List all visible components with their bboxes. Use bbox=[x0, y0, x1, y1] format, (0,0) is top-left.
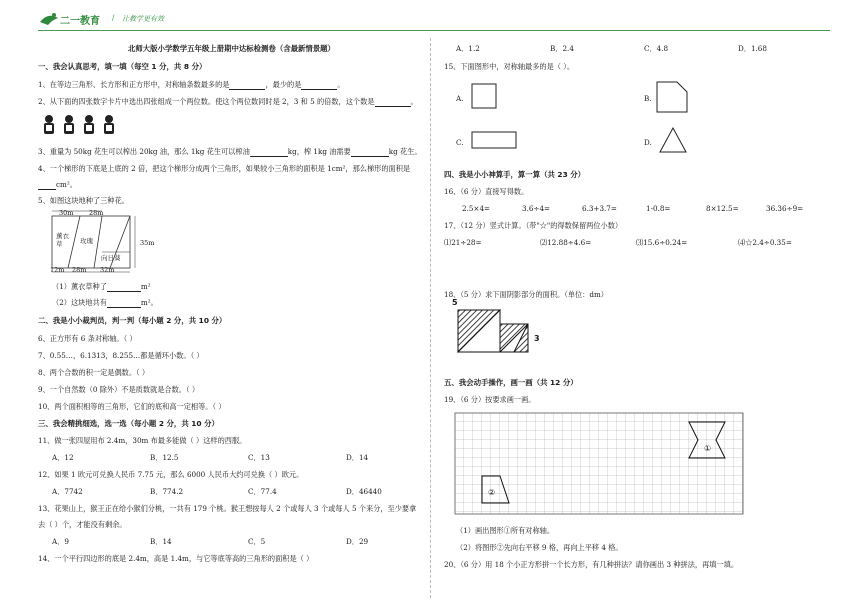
q15-square-shape bbox=[470, 82, 500, 110]
logo-text: 二一教育 bbox=[60, 16, 100, 27]
column-divider bbox=[430, 38, 431, 598]
q17-item-3: ⑶15.6÷0.24= bbox=[636, 238, 688, 247]
q12-option-b: B．774.2 bbox=[150, 487, 184, 496]
q15-pentagon-shape bbox=[655, 80, 691, 114]
q17-item-2: ⑵12.88÷4.6= bbox=[540, 238, 592, 247]
q19-figure-1-mark: ① bbox=[704, 444, 712, 453]
fig5-label-bottom-1: 12m bbox=[50, 266, 65, 274]
fig5-label-top-right: 28m bbox=[89, 209, 104, 217]
question-11: 11、做一张四屋用布 2.4m，30m 布最多能做（ ）这样的西服。 bbox=[38, 436, 247, 445]
q18-dim-3: 3 bbox=[534, 334, 540, 343]
q13-option-c: C．5 bbox=[248, 537, 266, 546]
header-rule bbox=[38, 30, 830, 31]
section-1-heading: 一、我会认真思考，填一填（每空 1 分，共 8 分） bbox=[38, 62, 207, 71]
header-separator: / bbox=[112, 14, 115, 22]
question-12: 12、如果 1 欧元可兑换人民币 7.75 元，那么 6000 人民币大约可兑换（ ）欧元。 bbox=[38, 470, 304, 479]
q15-option-c-label: C. bbox=[456, 138, 464, 147]
section-2-heading: 二、我是小小裁判员，判一判（每小题 2 分，共 10 分） bbox=[38, 316, 227, 325]
question-15: 15、下面图形中，对称轴最多的是（ ）。 bbox=[444, 62, 575, 71]
q13-option-a: A．9 bbox=[52, 537, 69, 546]
section-4-heading: 四、我是小小神算手，算一算（共 23 分） bbox=[444, 170, 586, 179]
q11-option-a: A．12 bbox=[52, 453, 74, 462]
question-6: 6、正方形有 6 条对称轴。（ ） bbox=[38, 334, 137, 343]
question-19-2: （2）将图形②先向右平移 9 格，再向上平移 4 格。 bbox=[456, 543, 623, 552]
header-slogan: 让教学更有效 bbox=[122, 15, 164, 23]
q14-option-d: D．1.68 bbox=[738, 44, 767, 53]
q12-option-d: D．46440 bbox=[346, 487, 382, 496]
q16-item-6: 36.36÷9= bbox=[766, 204, 804, 213]
fig5-label-top-left: 30m bbox=[59, 209, 74, 217]
q17-item-4: ⑷☆2.4÷0.35= bbox=[738, 238, 792, 247]
page-title: 北师大版小学数学五年级上册期中达标检测卷（含最新情景题） bbox=[128, 44, 335, 53]
question-5-1: （1）薰衣草种了 m² bbox=[52, 282, 151, 291]
fig5-label-bottom-2: 28m bbox=[72, 266, 87, 274]
q16-item-5: 8×12.5= bbox=[706, 204, 739, 213]
q18-dim-5: 5 bbox=[452, 298, 458, 307]
question-7: 7、0.55…，6.1313，8.255…都是循环小数。（ ） bbox=[38, 351, 204, 360]
q16-item-3: 6.3+3.7= bbox=[582, 204, 617, 213]
question-3: 3、重量为 50kg 花生可以榨出 20kg 油，那么 1kg 花生可以榨油 kg，榨 1kg 油需要 kg 花生。 bbox=[38, 147, 422, 156]
q19-grid-figure bbox=[454, 412, 744, 516]
q12-option-a: A．7742 bbox=[52, 487, 83, 496]
q15-option-b-label: B. bbox=[644, 94, 652, 103]
q11-option-c: C．13 bbox=[248, 453, 270, 462]
question-16: 16、（6 分）直接写得数。 bbox=[444, 187, 529, 196]
fig5-region-lavender: 薰衣草 bbox=[56, 232, 69, 248]
section-3-heading: 三、我会精挑细选，选一选（每小题 2 分，共 10 分） bbox=[38, 419, 219, 428]
q14-option-c: C．4.8 bbox=[644, 44, 669, 53]
q15-option-d-label: D. bbox=[644, 138, 652, 147]
q12-option-c: C．77.4 bbox=[248, 487, 277, 496]
question-13: 13、花果山上，猴王正在给小猴们分桃，一共有 179 个桃。猴王想按每人 2 个或每人 3 个或每人 5 个来分，至少要拿 bbox=[38, 504, 417, 513]
q17-item-1: ⑴21÷28= bbox=[444, 238, 482, 247]
question-9: 9、一个自然数（0 除外）不是质数就是合数。（ ） bbox=[38, 385, 200, 394]
question-19-1: （1）画出图形①所有对称轴。 bbox=[456, 526, 555, 535]
question-4-cont: cm²。 bbox=[38, 180, 77, 190]
q15-triangle-shape bbox=[658, 126, 690, 156]
q18-shaded-figure bbox=[454, 304, 538, 358]
q15-rectangle-shape bbox=[470, 130, 520, 152]
q13-option-d: D．29 bbox=[346, 537, 369, 546]
brand-logo bbox=[38, 10, 108, 28]
question-8: 8、两个合数的积一定是偶数。（ ） bbox=[38, 368, 150, 377]
fig5-region-sunflower: 向日葵 bbox=[101, 254, 121, 262]
question-1: 1、在等边三角形、长方形和正方形中，对称轴条数最多的是 ，最少的是 。 bbox=[38, 80, 345, 89]
question-2: 2、从下面的四张数字卡片中选出四张组成一个两位数。使这个两位数同时是 2，3 和 5 的倍数，这个数是 。 bbox=[38, 97, 418, 106]
q16-item-4: 1-0.8= bbox=[646, 204, 671, 213]
q13-option-b: B．14 bbox=[150, 537, 172, 546]
q16-item-2: 3.6÷4= bbox=[522, 204, 551, 213]
question-20: 20、（6 分）用 18 个小正方形拼一个长方形，有几种拼法？请你画出 3 种拼法，再填一填。 bbox=[444, 560, 739, 569]
question-4: 4、一个梯形的下底是上底的 2 倍，把这个梯形分成两个三角形，如果较小三角形的面积是 1cm²，那么梯形的面积是 bbox=[38, 164, 411, 173]
q14-option-b: B．2.4 bbox=[550, 44, 574, 53]
fig5-label-right: 35m bbox=[140, 239, 155, 247]
question-13-cont: 去（ ）个，才能没有剩余。 bbox=[38, 520, 127, 529]
q19-figure-2-mark: ② bbox=[488, 488, 496, 497]
fig5-region-rose: 玫瑰 bbox=[80, 237, 93, 245]
fig5-label-bottom-3: 32m bbox=[100, 266, 115, 274]
question-14: 14、一个平行四边形的底是 2.4m，高是 1.4m，与它等底等高的三角形的面积是（ ） bbox=[38, 554, 314, 563]
question-19: 19、（6 分）按要求画一画。 bbox=[444, 395, 536, 404]
number-cards-figure bbox=[42, 114, 124, 136]
q16-item-1: 2.5×4= bbox=[462, 204, 491, 213]
q11-option-d: D．14 bbox=[346, 453, 369, 462]
question-5: 5、如图这块地种了三种花。 bbox=[38, 196, 129, 205]
q11-option-b: B．12.5 bbox=[150, 453, 179, 462]
question-10: 10、两个面积相等的三角形，它们的底和高一定相等。（ ） bbox=[38, 402, 226, 411]
q15-option-a-label: A. bbox=[456, 94, 464, 103]
question-17: 17、（12 分）竖式计算。（带"☆"的得数保留两位小数） bbox=[444, 221, 623, 230]
question-18: 18、（5 分）求下面阴影部分的面积。（单位：dm） bbox=[444, 290, 608, 299]
q14-option-a: A．1.2 bbox=[456, 44, 480, 53]
question-5-2: （2）这块地共有 m²。 bbox=[52, 298, 158, 307]
section-5-heading: 五、我会动手操作，画一画（共 12 分） bbox=[444, 378, 578, 387]
